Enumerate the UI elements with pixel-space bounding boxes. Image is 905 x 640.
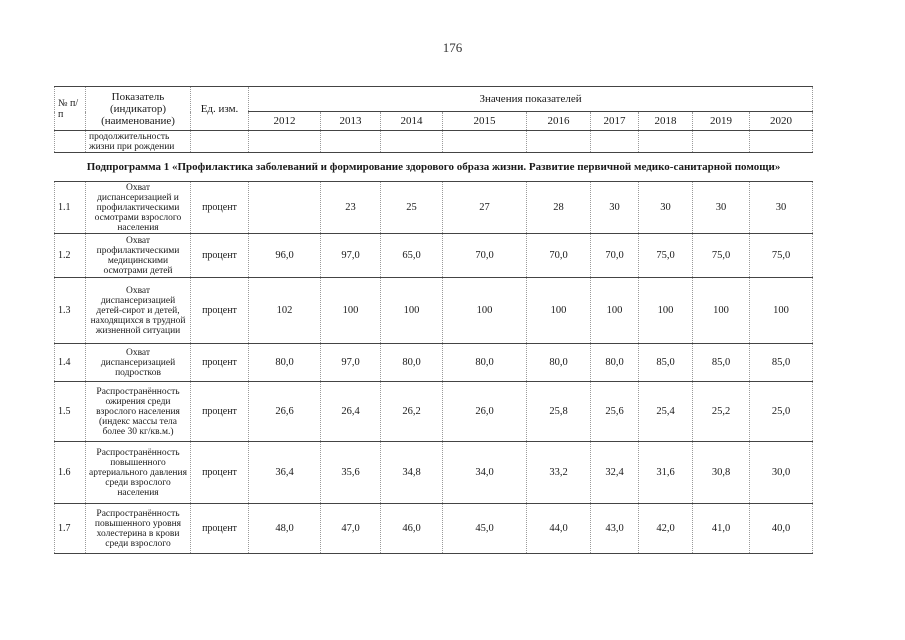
table-row bbox=[55, 344, 813, 382]
value-cell: 100 bbox=[527, 278, 591, 344]
continued-num bbox=[55, 131, 86, 153]
value-cell: 33,2 bbox=[527, 442, 591, 504]
unit-cell: процент bbox=[191, 182, 249, 234]
value-cell: 97,0 bbox=[321, 344, 381, 382]
value-cell: 26,2 bbox=[381, 382, 443, 442]
subprogram-row bbox=[55, 153, 813, 182]
value-cell: 44,0 bbox=[527, 504, 591, 554]
value-cell: 25,0 bbox=[750, 382, 813, 442]
row-number: 1.2 bbox=[55, 234, 86, 278]
value-cell: 43,0 bbox=[591, 504, 639, 554]
value-cell: 40,0 bbox=[750, 504, 813, 554]
value-cell: 30,0 bbox=[750, 442, 813, 504]
header-year: 2012 bbox=[249, 112, 321, 131]
header-unit: Ед. изм. bbox=[191, 87, 249, 131]
indicator-name: Распространённость ожирения среди взрослого населения (индекс массы тела более 30 кг/кв.м.) bbox=[86, 382, 191, 442]
value-cell: 70,0 bbox=[591, 234, 639, 278]
unit-cell: процент bbox=[191, 278, 249, 344]
value-cell: 80,0 bbox=[591, 344, 639, 382]
value-cell: 35,6 bbox=[321, 442, 381, 504]
continued-cell bbox=[750, 131, 813, 153]
continued-cell bbox=[527, 131, 591, 153]
value-cell: 46,0 bbox=[381, 504, 443, 554]
table-row bbox=[55, 382, 813, 442]
value-cell: 100 bbox=[639, 278, 693, 344]
value-cell: 34,0 bbox=[443, 442, 527, 504]
value-cell: 85,0 bbox=[639, 344, 693, 382]
continued-name: продолжительность жизни при рождении bbox=[86, 131, 191, 153]
value-cell: 25,6 bbox=[591, 382, 639, 442]
unit-cell: процент bbox=[191, 344, 249, 382]
value-cell: 65,0 bbox=[381, 234, 443, 278]
value-cell: 28 bbox=[527, 182, 591, 234]
value-cell: 70,0 bbox=[527, 234, 591, 278]
continued-cell bbox=[321, 131, 381, 153]
value-cell: 30 bbox=[750, 182, 813, 234]
indicators-table bbox=[54, 86, 813, 554]
indicator-name: Охват диспансеризацией подростков bbox=[86, 344, 191, 382]
value-cell: 23 bbox=[321, 182, 381, 234]
table-row bbox=[55, 504, 813, 554]
indicator-name: Охват профилактическими медицинскими осмотрами детей bbox=[86, 234, 191, 278]
header-num: № п/п bbox=[55, 87, 86, 131]
value-cell: 100 bbox=[321, 278, 381, 344]
value-cell: 48,0 bbox=[249, 504, 321, 554]
row-number: 1.1 bbox=[55, 182, 86, 234]
indicator-name: Охват диспансеризацией и профилактическими осмотрами взрослого населения bbox=[86, 182, 191, 234]
continued-row bbox=[55, 131, 813, 153]
header-year: 2013 bbox=[321, 112, 381, 131]
value-cell: 41,0 bbox=[693, 504, 750, 554]
value-cell: 75,0 bbox=[693, 234, 750, 278]
row-number: 1.7 bbox=[55, 504, 86, 554]
data-rows bbox=[55, 182, 813, 554]
header-indicator-name: Показатель (индикатор) (наименование) bbox=[86, 87, 191, 131]
header-year: 2019 bbox=[693, 112, 750, 131]
unit-cell: процент bbox=[191, 504, 249, 554]
value-cell: 85,0 bbox=[693, 344, 750, 382]
header-year: 2014 bbox=[381, 112, 443, 131]
value-cell: 30,8 bbox=[693, 442, 750, 504]
value-cell: 25,4 bbox=[639, 382, 693, 442]
value-cell: 85,0 bbox=[750, 344, 813, 382]
continued-cell bbox=[249, 131, 321, 153]
table-row bbox=[55, 182, 813, 234]
value-cell: 100 bbox=[750, 278, 813, 344]
indicator-name: Распространённость повышенного артериального давления среди взрослого населения bbox=[86, 442, 191, 504]
continued-cell bbox=[693, 131, 750, 153]
value-cell: 36,4 bbox=[249, 442, 321, 504]
header-row bbox=[55, 87, 813, 112]
continued-cell bbox=[639, 131, 693, 153]
value-cell: 27 bbox=[443, 182, 527, 234]
row-number: 1.6 bbox=[55, 442, 86, 504]
unit-cell: процент bbox=[191, 442, 249, 504]
value-cell: 70,0 bbox=[443, 234, 527, 278]
value-cell: 96,0 bbox=[249, 234, 321, 278]
row-number: 1.5 bbox=[55, 382, 86, 442]
value-cell: 100 bbox=[591, 278, 639, 344]
value-cell: 100 bbox=[381, 278, 443, 344]
value-cell: 30 bbox=[639, 182, 693, 234]
value-cell: 75,0 bbox=[639, 234, 693, 278]
header-year: 2017 bbox=[591, 112, 639, 131]
value-cell: 80,0 bbox=[527, 344, 591, 382]
value-cell: 26,0 bbox=[443, 382, 527, 442]
value-cell: 47,0 bbox=[321, 504, 381, 554]
value-cell: 25 bbox=[381, 182, 443, 234]
value-cell: 32,4 bbox=[591, 442, 639, 504]
indicator-name: Распространённость повышенного уровня холестерина в крови среди взрослого bbox=[86, 504, 191, 554]
unit-cell: процент bbox=[191, 234, 249, 278]
value-cell: 97,0 bbox=[321, 234, 381, 278]
value-cell: 45,0 bbox=[443, 504, 527, 554]
table-row bbox=[55, 278, 813, 344]
unit-cell: процент bbox=[191, 382, 249, 442]
value-cell: 42,0 bbox=[639, 504, 693, 554]
value-cell: 100 bbox=[693, 278, 750, 344]
value-cell: 80,0 bbox=[381, 344, 443, 382]
value-cell: 80,0 bbox=[443, 344, 527, 382]
header-year: 2020 bbox=[750, 112, 813, 131]
table-row bbox=[55, 442, 813, 504]
value-cell: 102 bbox=[249, 278, 321, 344]
subprogram-title: Подпрограмма 1 «Профилактика заболеваний и формирование здорового образа жизни. Развитие первичной медико-санитарной помощи» bbox=[86, 160, 781, 173]
value-cell: 26,6 bbox=[249, 382, 321, 442]
row-number: 1.3 bbox=[55, 278, 86, 344]
value-cell: 26,4 bbox=[321, 382, 381, 442]
value-cell: 30 bbox=[591, 182, 639, 234]
row-number: 1.4 bbox=[55, 344, 86, 382]
header-year: 2016 bbox=[527, 112, 591, 131]
value-cell: 100 bbox=[443, 278, 527, 344]
continued-cell bbox=[443, 131, 527, 153]
value-cell bbox=[249, 182, 321, 234]
continued-cell bbox=[381, 131, 443, 153]
value-cell: 34,8 bbox=[381, 442, 443, 504]
page-number: 176 bbox=[442, 40, 463, 55]
table-row bbox=[55, 234, 813, 278]
value-cell: 80,0 bbox=[249, 344, 321, 382]
continued-cell bbox=[191, 131, 249, 153]
value-cell: 25,8 bbox=[527, 382, 591, 442]
value-cell: 30 bbox=[693, 182, 750, 234]
header-year: 2015 bbox=[443, 112, 527, 131]
value-cell: 31,6 bbox=[639, 442, 693, 504]
header-year: 2018 bbox=[639, 112, 693, 131]
value-cell: 25,2 bbox=[693, 382, 750, 442]
value-cell: 75,0 bbox=[750, 234, 813, 278]
indicator-name: Охват диспансеризацией детей-сирот и детей, находящихся в трудной жизненной ситуации bbox=[86, 278, 191, 344]
continued-cell bbox=[591, 131, 639, 153]
header-values-group: Значения показателей bbox=[249, 87, 813, 112]
